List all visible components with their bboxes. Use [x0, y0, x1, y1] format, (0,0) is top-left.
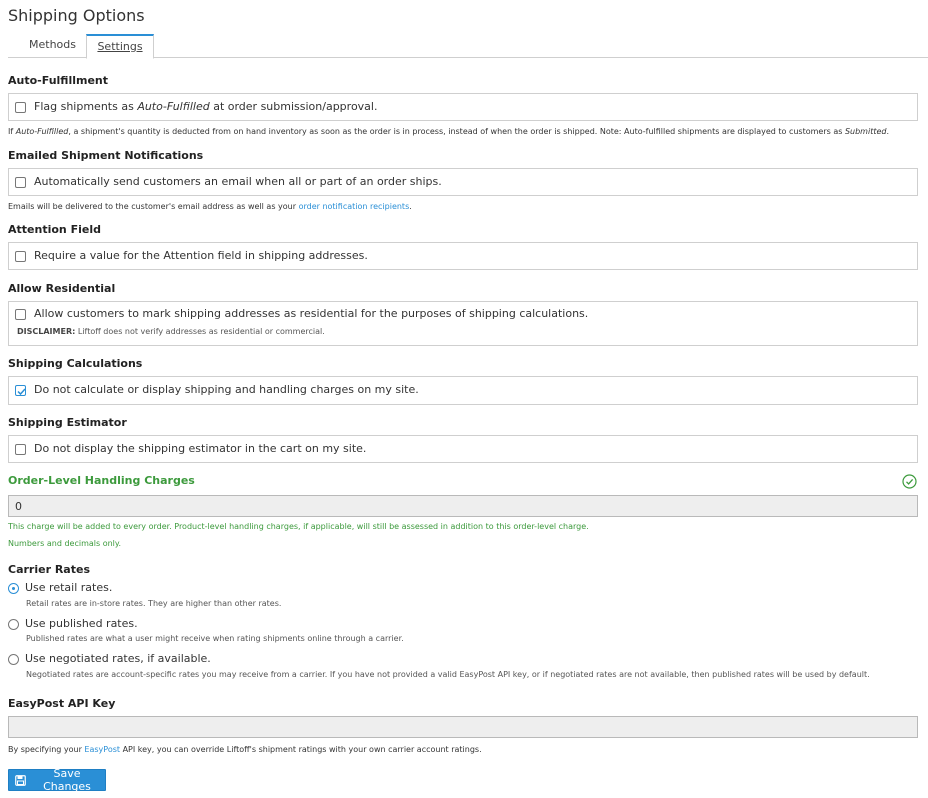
attention-field-heading: Attention Field	[8, 223, 101, 236]
attention-field-option	[8, 242, 918, 270]
easypost-link[interactable]: EasyPost	[84, 745, 121, 754]
published-rates-help: Published rates are what a user might receive when rating shipments online through a carrier.	[26, 634, 404, 643]
attention-field-checkbox[interactable]	[15, 251, 26, 262]
easypost-heading: EasyPost API Key	[8, 697, 116, 710]
email-notifications-heading: Emailed Shipment Notifications	[8, 149, 204, 162]
shipping-calculations-heading: Shipping Calculations	[8, 357, 143, 370]
attention-field-label: Require a value for the Attention field in shipping addresses.	[34, 249, 368, 262]
shipping-calculations-option	[8, 376, 918, 405]
tab-bar	[8, 34, 928, 58]
retail-rates-label: Use retail rates.	[25, 581, 113, 594]
published-rates-label: Use published rates.	[25, 617, 138, 630]
tab-settings[interactable]: Settings	[86, 34, 154, 59]
residential-disclaimer: DISCLAIMER: Liftoff does not verify addresses as residential or commercial.	[17, 327, 325, 336]
order-notification-recipients-link[interactable]: order notification recipients	[298, 202, 410, 211]
negotiated-rates-label: Use negotiated rates, if available.	[25, 652, 211, 665]
allow-residential-option	[8, 301, 918, 346]
email-notifications-help: Emails will be delivered to the customer's email address as well as your order notification recipients.	[8, 202, 412, 211]
auto-fulfillment-help: If Auto-Fulfilled, a shipment's quantity is deducted from on hand inventory as soon as the order is in process, instead of when the order is shipped. Note: Auto-fulfilled shipments are displayed to customers as Submitted.	[8, 127, 890, 136]
email-notifications-label: Automatically send customers an email when all or part of an order ships.	[34, 175, 442, 188]
handling-charges-input[interactable]	[8, 495, 918, 517]
shipping-estimator-label: Do not display the shipping estimator in the cart on my site.	[34, 442, 367, 455]
save-changes-button[interactable]	[8, 769, 106, 791]
handling-charges-format-hint: Numbers and decimals only.	[8, 539, 122, 548]
allow-residential-label: Allow customers to mark shipping addresses as residential for the purposes of shipping calculations.	[34, 307, 589, 320]
easypost-help: By specifying your EasyPost API key, you can override Liftoff's shipment ratings with your own carrier account ratings.	[8, 745, 482, 754]
auto-fulfillment-label: Flag shipments as Auto-Fulfilled at order submission/approval.	[34, 100, 378, 113]
retail-rates-help: Retail rates are in-store rates. They are higher than other rates.	[26, 599, 282, 608]
auto-fulfillment-checkbox[interactable]	[15, 102, 26, 113]
email-notifications-option	[8, 168, 918, 196]
page-title: Shipping Options	[8, 6, 145, 25]
shipping-calculations-label: Do not calculate or display shipping and handling charges on my site.	[34, 383, 419, 396]
auto-fulfillment-heading: Auto-Fulfillment	[8, 74, 108, 87]
checkmark-icon	[16, 386, 27, 397]
shipping-estimator-option	[8, 435, 918, 463]
save-changes-label: Save Changes	[43, 767, 91, 793]
tab-methods[interactable]: Methods	[29, 38, 76, 51]
negotiated-rates-help: Negotiated rates are account-specific rates you may receive from a carrier. If you have not provided a valid EasyPost API key, or if negotiated rates are not available, then published rates will be used by default.	[26, 670, 870, 679]
retail-rates-radio[interactable]	[8, 583, 19, 594]
floppy-disk-icon	[15, 775, 26, 786]
auto-fulfillment-option	[8, 93, 918, 121]
check-circle-icon	[902, 474, 917, 489]
shipping-estimator-heading: Shipping Estimator	[8, 416, 127, 429]
handling-charges-heading: Order-Level Handling Charges	[8, 474, 195, 487]
negotiated-rates-radio[interactable]	[8, 654, 19, 665]
shipping-calculations-checkbox[interactable]	[15, 385, 26, 396]
shipping-estimator-checkbox[interactable]	[15, 444, 26, 455]
carrier-rates-heading: Carrier Rates	[8, 563, 90, 576]
allow-residential-heading: Allow Residential	[8, 282, 116, 295]
published-rates-radio[interactable]	[8, 619, 19, 630]
easypost-api-key-input[interactable]	[8, 716, 918, 738]
allow-residential-checkbox[interactable]	[15, 309, 26, 320]
handling-charges-help: This charge will be added to every order. Product-level handling charges, if applicable, will still be assessed in addition to this order-level charge.	[8, 522, 589, 531]
email-notifications-checkbox[interactable]	[15, 177, 26, 188]
